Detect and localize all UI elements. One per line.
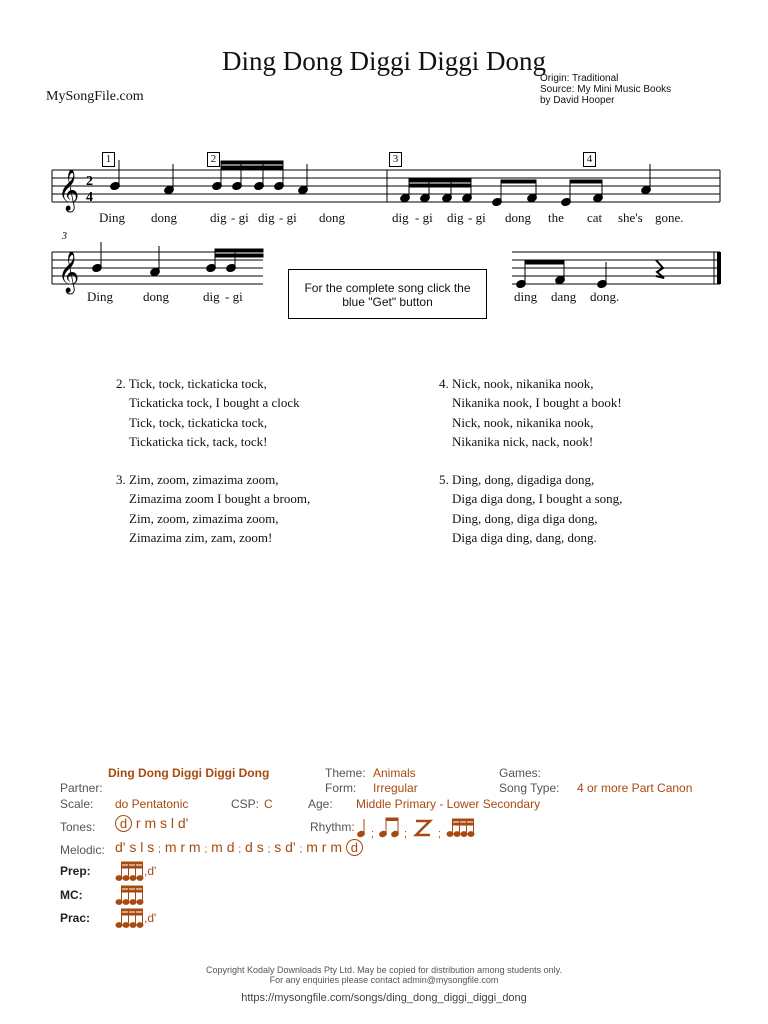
notes-system-1 bbox=[110, 160, 652, 207]
form-label: Form: bbox=[325, 781, 357, 795]
song-type-value: 4 or more Part Canon bbox=[577, 781, 693, 795]
lyric-syllable: dong bbox=[505, 210, 531, 225]
verse-line: Nick, nook, nikanika nook, bbox=[452, 376, 594, 391]
enquiries-text: For any enquiries please contact admin@mysongfile.com bbox=[269, 975, 499, 985]
scale-label: Scale: bbox=[60, 797, 94, 811]
verse-number: 2. bbox=[116, 376, 126, 391]
treble-clef-icon: 𝄞 bbox=[58, 252, 80, 293]
melodic-group: m r m bbox=[306, 839, 342, 855]
verse-number: 3. bbox=[116, 472, 126, 487]
lyric-syllable: dig bbox=[447, 210, 464, 225]
age-label: Age: bbox=[308, 797, 333, 811]
staff-system-1 bbox=[52, 170, 720, 202]
prac-value: ,d' bbox=[144, 911, 157, 925]
verse-line: Ding, dong, diga diga dong, bbox=[452, 510, 598, 526]
melodic-sep: ; bbox=[299, 844, 303, 855]
prac-label: Prac: bbox=[60, 911, 91, 925]
melodic-group: s d' bbox=[274, 839, 296, 855]
verse-line: Ding, dong, digadiga dong, bbox=[452, 472, 595, 487]
lyric-syllable: cat bbox=[587, 210, 603, 225]
melodic-sep: ; bbox=[158, 844, 161, 855]
song-title: Ding Dong Diggi Diggi Dong bbox=[222, 46, 546, 76]
verse-number: 5. bbox=[439, 472, 449, 487]
rest-z-icon bbox=[416, 821, 430, 835]
get-notice-line: blue "Get" button bbox=[342, 295, 433, 309]
theme-label: Theme: bbox=[325, 766, 366, 780]
tones-value: r m s l d' bbox=[135, 815, 189, 831]
verse-line: Zim, zoom, zimazima zoom, bbox=[129, 472, 279, 487]
lyric-syllable: Ding bbox=[87, 289, 113, 304]
treble-clef-icon: 𝄞 bbox=[58, 170, 80, 211]
melodic-sep: ; bbox=[238, 844, 242, 855]
song-type-label: Song Type: bbox=[499, 781, 560, 795]
rehearsal-mark-2: 2 bbox=[207, 152, 220, 167]
rhythm-separator: ; bbox=[371, 828, 375, 840]
lyric-syllable: dong bbox=[151, 210, 177, 225]
rhythm-symbols bbox=[356, 815, 486, 841]
lyric-syllable: dong bbox=[143, 289, 169, 304]
prep-label: Prep: bbox=[60, 864, 91, 878]
lyric-syllable: dig bbox=[203, 289, 220, 304]
sixteenth-group-icon bbox=[115, 906, 147, 930]
lyric-syllable: ding bbox=[514, 289, 538, 304]
author-text: by David Hooper bbox=[540, 95, 615, 106]
footer-copyright bbox=[0, 965, 768, 985]
csp-value: C bbox=[264, 797, 273, 811]
lyric-syllable: the bbox=[548, 210, 564, 225]
rehearsal-mark-1: 1 bbox=[102, 152, 115, 167]
lyric-syllable: - gi bbox=[415, 210, 433, 225]
verse-line: Tick, tock, tickaticka tock, bbox=[129, 414, 268, 430]
verse-line: Zimazima zoom I bought a broom, bbox=[129, 491, 311, 507]
melodic-sep: ; bbox=[204, 844, 208, 855]
copyright-text: Copyright Kodaly Downloads Pty Ltd. May be copied for distribution among students only. bbox=[205, 965, 563, 975]
quarter-rest-icon bbox=[656, 260, 664, 278]
rhythm-label: Rhythm: bbox=[310, 820, 355, 834]
partner-label: Partner: bbox=[60, 781, 103, 795]
sixteenth-group-icon bbox=[447, 819, 474, 836]
lyric-syllable: Ding bbox=[99, 210, 125, 225]
tonic-circled-icon: d bbox=[346, 839, 363, 856]
form-value: Irregular bbox=[373, 781, 418, 795]
time-signature-top: 2 bbox=[86, 174, 93, 189]
verse-line: Nikanika nook, I bought a book! bbox=[452, 395, 622, 411]
games-label: Games: bbox=[499, 766, 542, 780]
verse-line: Diga diga ding, dang, dong. bbox=[452, 529, 597, 545]
lyric-syllable: - gi bbox=[468, 210, 486, 225]
csp-label: CSP: bbox=[231, 797, 260, 811]
verse-line: Tickaticka tock, I bought a clock bbox=[129, 395, 300, 411]
lyric-syllable: - gi bbox=[231, 210, 249, 225]
mc-label: MC: bbox=[60, 888, 83, 902]
tones-value-row bbox=[115, 815, 188, 832]
verse-line: Tickaticka tick, tack, tock! bbox=[129, 433, 268, 449]
lyric-syllable: dig bbox=[258, 210, 275, 225]
rhythm-separator: ; bbox=[404, 828, 408, 840]
rehearsal-mark-4: 4 bbox=[583, 152, 596, 167]
scale-value: do Pentatonic bbox=[115, 797, 189, 811]
melodic-group: m d bbox=[211, 839, 235, 855]
verse-2 bbox=[116, 374, 300, 451]
measure-number: 3 bbox=[62, 231, 67, 242]
info-song-title: Ding Dong Diggi Diggi Dong bbox=[108, 766, 270, 780]
footer-url[interactable]: https://mysongfile.com/songs/ding_dong_diggi_diggi_dong bbox=[241, 992, 527, 1004]
melodic-value-row bbox=[115, 839, 363, 856]
verse-4 bbox=[439, 374, 622, 451]
verse-line: Diga diga dong, I bought a song, bbox=[452, 491, 623, 507]
eighth-pair-icon bbox=[379, 818, 399, 838]
origin-text: Origin: Traditional bbox=[540, 73, 619, 84]
tones-label: Tones: bbox=[60, 820, 96, 834]
melodic-sep: ; bbox=[267, 844, 271, 855]
get-song-notice bbox=[288, 269, 487, 319]
lyric-syllable: gone. bbox=[655, 210, 684, 225]
theme-value: Animals bbox=[373, 766, 416, 780]
sixteenth-group-icon bbox=[115, 859, 147, 883]
prep-value: ,d' bbox=[144, 864, 157, 878]
age-value: Middle Primary - Lower Secondary bbox=[356, 797, 541, 811]
site-name[interactable]: MySongFile.com bbox=[46, 89, 144, 104]
melodic-group: d' s l s bbox=[115, 839, 155, 855]
lyric-syllable: - gi bbox=[225, 289, 243, 304]
verse-5 bbox=[439, 470, 622, 547]
tonic-circled-icon: d bbox=[115, 815, 132, 832]
verse-line: Nikanika nick, nack, nook! bbox=[452, 433, 594, 449]
lyric-syllable: dig bbox=[392, 210, 409, 225]
rhythm-separator: ; bbox=[438, 828, 442, 840]
melodic-group: d s bbox=[245, 839, 264, 855]
verse-line: Nick, nook, nikanika nook, bbox=[452, 414, 594, 430]
verse-line: Zimazima zim, zam, zoom! bbox=[129, 529, 273, 545]
time-signature-bottom: 4 bbox=[86, 190, 93, 205]
lyric-syllable: - gi bbox=[279, 210, 297, 225]
verse-line: Tick, tock, tickaticka tock, bbox=[128, 376, 267, 391]
lyric-syllable: dang bbox=[551, 289, 577, 304]
verse-number: 4. bbox=[439, 376, 449, 391]
verse-3 bbox=[116, 470, 310, 547]
rehearsal-mark-3: 3 bbox=[389, 152, 402, 167]
lyric-syllable: she's bbox=[618, 210, 643, 225]
lyric-syllable: dong. bbox=[590, 289, 620, 304]
lyric-syllable: dong bbox=[319, 210, 345, 225]
melodic-label: Melodic: bbox=[60, 843, 105, 857]
final-barline bbox=[717, 252, 721, 284]
melodic-group: m r m bbox=[164, 839, 201, 855]
sixteenth-group-icon bbox=[115, 883, 147, 907]
source-text: Source: My Mini Music Books bbox=[540, 84, 672, 95]
lyric-syllable: dig bbox=[210, 210, 227, 225]
verse-line: Zim, zoom, zimazima zoom, bbox=[129, 510, 279, 526]
get-notice-line: For the complete song click the bbox=[304, 281, 471, 295]
quarter-note-icon bbox=[357, 819, 365, 838]
